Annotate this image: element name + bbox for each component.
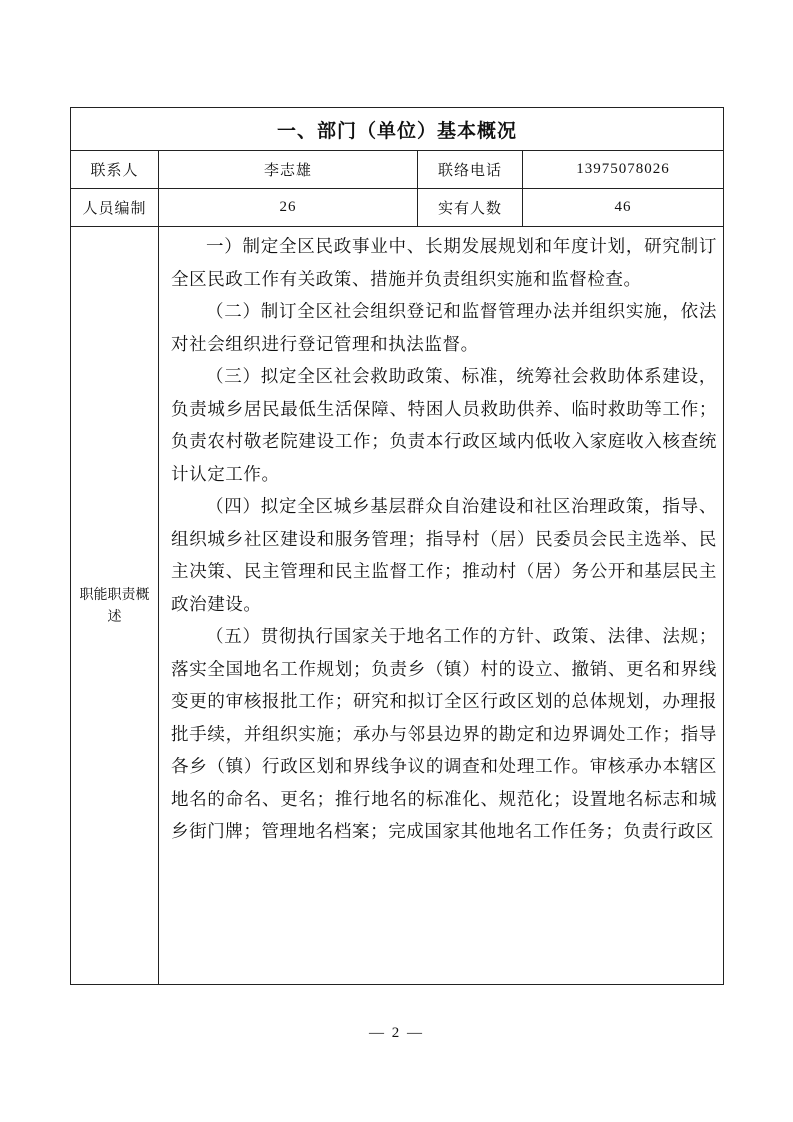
- duty-paragraph-4: （四）拟定全区城乡基层群众自治建设和社区治理政策，指导、组织城乡社区建设和服务管理；指导村（居）民委员会民主选举、民主决策、民主管理和民主监督工作；推动村（居）务公开和基层民主政治建设。: [171, 497, 718, 615]
- phone-label: 联络电话: [418, 151, 523, 189]
- section-title: 一、部门（单位）基本概况: [71, 108, 724, 151]
- actual-label: 实有人数: [418, 189, 523, 227]
- staffing-label: 人员编制: [71, 189, 159, 227]
- staffing-row: [71, 189, 724, 227]
- duty-paragraph-2: （二）制订全区社会组织登记和监督管理办法并组织实施，依法对社会组织进行登记管理和执法监督。: [171, 302, 718, 355]
- phone-value: 13975078026: [523, 151, 724, 189]
- actual-value: 46: [523, 189, 724, 227]
- contact-label: 联系人: [71, 151, 159, 189]
- duties-row: [71, 227, 724, 985]
- duty-paragraph-1: 一）制定全区民政事业中、长期发展规划和年度计划，研究制订全区民政工作有关政策、措施并负责组织实施和监督检查。: [171, 237, 718, 290]
- title-row: [71, 108, 724, 151]
- duties-label: 职能职责概述: [71, 227, 159, 985]
- basic-info-table: [70, 107, 724, 985]
- contact-row: [71, 151, 724, 189]
- staffing-value: 26: [159, 189, 418, 227]
- page-number: — 2 —: [369, 1025, 424, 1041]
- duty-paragraph-5: （五）贯彻执行国家关于地名工作的方针、政策、法律、法规；落实全国地名工作规划；负责乡（镇）村的设立、撤销、更名和界线变更的审核报批工作；研究和拟订全区行政区划的总体规划，办理报批手续，并组织实施；承办与邻县边界的勘定和边界调处工作；指导各乡（镇）行政区划和界线争议的调查和处理工作。审核承办本辖区地名的命名、更名；推行地名的标准化、规范化；设置地名标志和城乡街门牌；管理地名档案；完成国家其他地名工作任务；负责行政区: [171, 627, 718, 842]
- duty-paragraph-3: （三）拟定全区社会救助政策、标准，统筹社会救助体系建设，负责城乡居民最低生活保障、特困人员救助供养、临时救助等工作；负责农村敬老院建设工作；负责本行政区域内低收入家庭收入核查统计认定工作。: [171, 367, 718, 485]
- contact-value: 李志雄: [159, 151, 418, 189]
- duties-content: [159, 227, 724, 985]
